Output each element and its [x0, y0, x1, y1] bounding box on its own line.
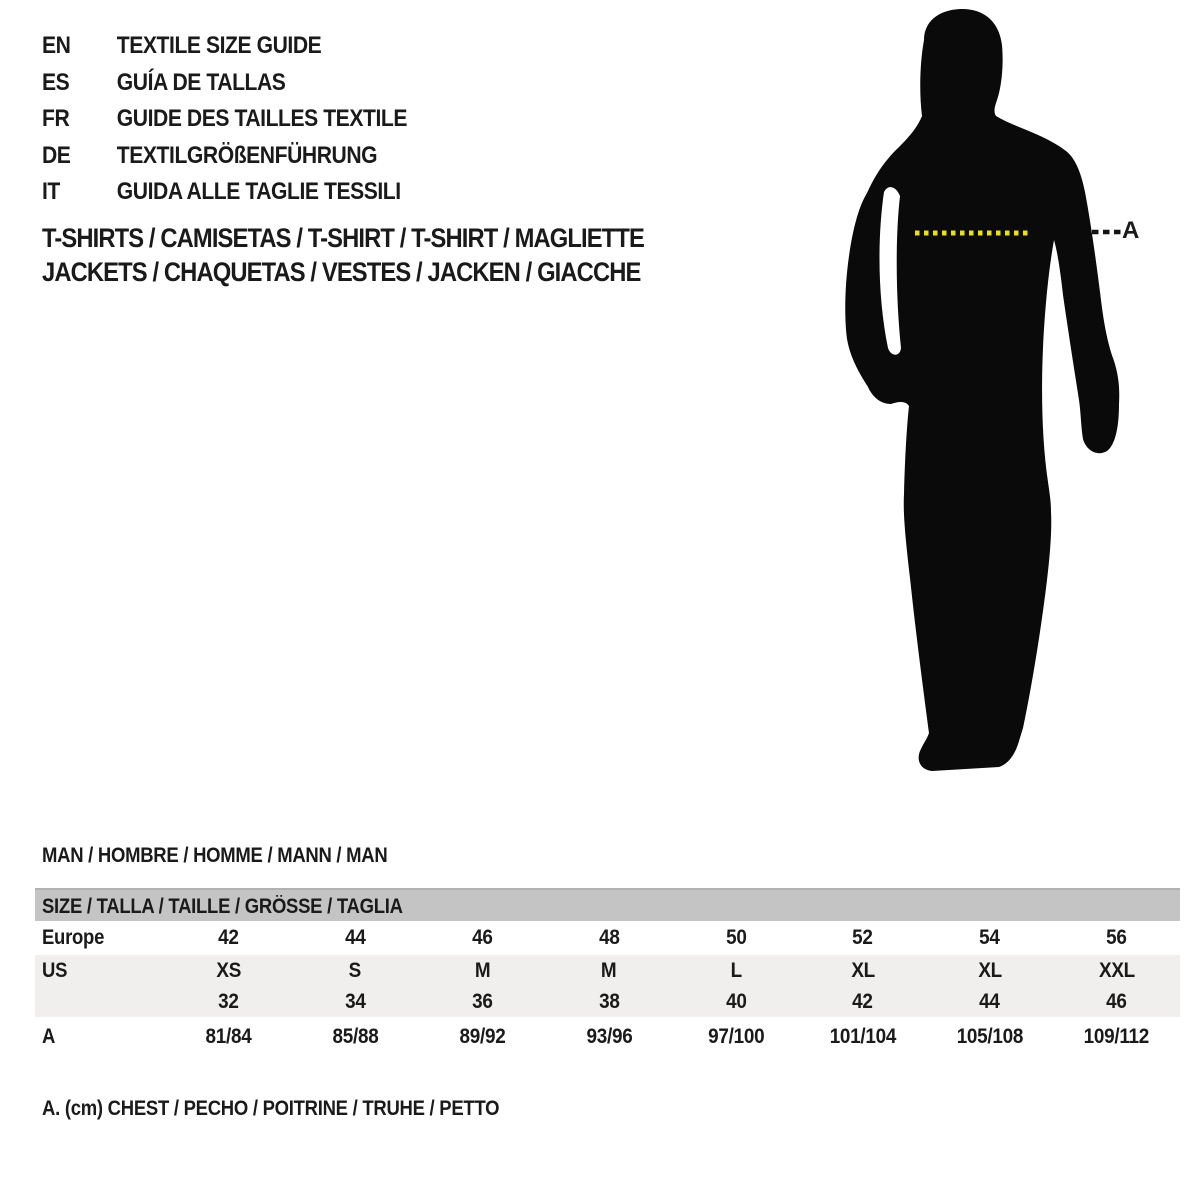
size-cell: 101/104: [829, 1025, 897, 1048]
size-cell: 46: [1106, 989, 1127, 1013]
language-row: [42, 101, 407, 138]
size-cell: S: [349, 958, 362, 982]
language-row: [42, 174, 407, 211]
measurement-legend: A. (cm) CHEST / PECHO / POITRINE / TRUHE / PETTO: [42, 1097, 500, 1120]
category-block: [42, 221, 644, 289]
size-cell: XL: [977, 958, 1002, 982]
size-cell: 54: [979, 926, 1000, 949]
language-code: IT: [42, 178, 60, 205]
size-cell: 42: [852, 989, 874, 1013]
size-cell: 85/88: [332, 1025, 379, 1048]
shaded-band: [35, 955, 1180, 1017]
size-table-header: [35, 888, 1180, 921]
size-cell: 97/100: [707, 1025, 765, 1048]
size-cell: 38: [598, 989, 620, 1013]
man-silhouette-svg: [820, 0, 1200, 800]
gender-heading: MAN / HOMBRE / HOMME / MANN / MAN: [42, 844, 388, 867]
language-code: DE: [42, 141, 71, 169]
row-label: Europe: [42, 926, 105, 949]
language-row: [42, 138, 407, 175]
chest-marker-label: A: [1122, 217, 1140, 244]
language-code: FR: [42, 105, 70, 132]
row-label: [35, 990, 165, 1014]
language-code: EN: [42, 32, 71, 59]
guide-title: TEXTILE SIZE GUIDE: [116, 32, 322, 59]
size-cell: XXL: [1098, 958, 1135, 982]
language-row: [42, 28, 407, 65]
size-cell: XL: [851, 958, 875, 982]
table-row-us: [35, 955, 1180, 986]
size-cell: 46: [471, 926, 493, 949]
size-cell: 40: [725, 989, 747, 1013]
guide-title: GUÍA DE TALLAS: [116, 68, 286, 96]
size-cell: L: [730, 958, 742, 982]
category-line-tshirts: T-SHIRTS / CAMISETAS / T-SHIRT / T-SHIRT / MAGLIETTE: [42, 223, 644, 253]
size-table-header-label: SIZE / TALLA / TAILLE / GRÖSSE / TAGLIA: [42, 895, 403, 918]
table-row-europe: [35, 921, 1180, 955]
table-row-chest: [35, 1017, 1180, 1057]
size-cell: 42: [218, 926, 239, 949]
size-cell: XS: [216, 958, 241, 982]
language-title-block: [42, 28, 407, 211]
man-silhouette: [845, 9, 1119, 771]
size-cell: M: [601, 958, 617, 982]
size-cell: M: [474, 958, 490, 982]
man-silhouette-figure: [820, 0, 1200, 800]
guide-title: GUIDE DES TAILLES TEXTILE: [116, 105, 407, 132]
size-cell: 48: [598, 926, 620, 949]
guide-title: GUIDA ALLE TAGLIE TESSILI: [116, 178, 401, 205]
size-cell: 44: [345, 926, 366, 949]
size-cell: 56: [1106, 926, 1127, 949]
size-cell: 52: [852, 926, 874, 949]
size-cell: 93/96: [586, 1025, 633, 1048]
size-cell: 89/92: [459, 1025, 506, 1048]
size-cell: 44: [979, 989, 1000, 1013]
size-cell: 36: [471, 989, 493, 1013]
size-cell: 81/84: [205, 1025, 252, 1048]
size-cell: 50: [725, 926, 747, 949]
size-table: [35, 888, 1180, 1057]
category-line-jackets: JACKETS / CHAQUETAS / VESTES / JACKEN / GIACCHE: [42, 257, 641, 287]
row-label: A: [42, 1025, 56, 1048]
language-row: [42, 65, 407, 102]
size-cell: 105/108: [956, 1025, 1023, 1048]
size-cell: 34: [345, 989, 366, 1013]
guide-title: TEXTILGRÖßENFÜHRUNG: [116, 141, 378, 169]
size-cell: 32: [218, 989, 239, 1013]
table-row-numeric: [35, 986, 1180, 1017]
size-cell: 109/112: [1083, 1025, 1150, 1048]
row-label: US: [42, 958, 68, 982]
language-code: ES: [42, 68, 70, 96]
